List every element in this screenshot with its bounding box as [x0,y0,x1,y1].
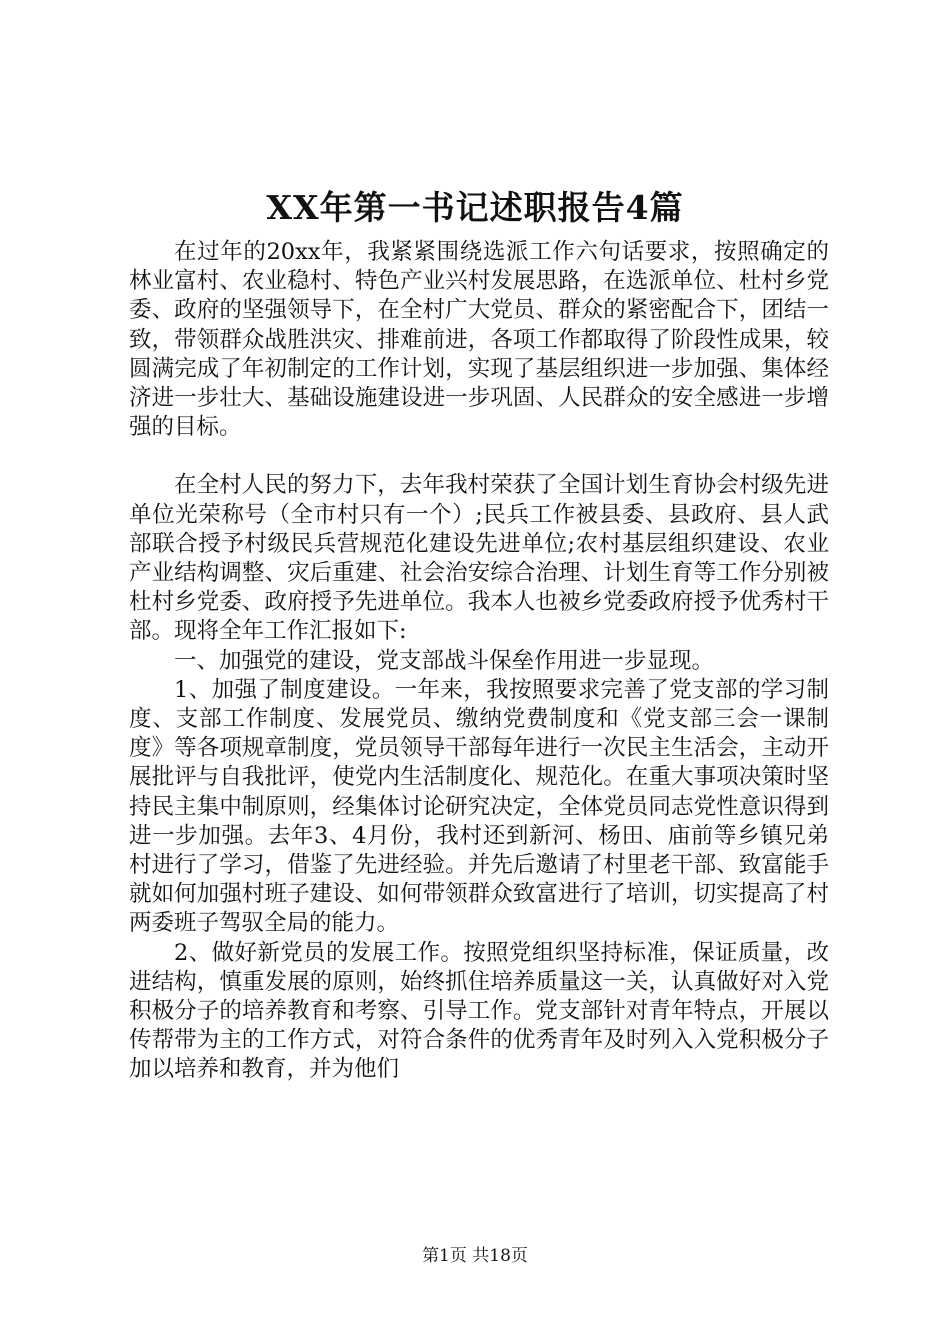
document-title: XX年第一书记述职报告4篇 [266,188,684,227]
paragraph-intro: 在过年的20xx年，我紧紧围绕选派工作六句话要求，按照确定的林业富村、农业稳村、特色产业兴村发展思路，在选派单位、杜村乡党委、政府的坚强领导下，在全村广大党员、群众的紧密配合下，团结一致，带领群众战胜洪灾、排难前进，各项工作都取得了阶段性成果，较圆满完成了年初制定的工作计划，实现了基层组织进一步加强、集体经济进一步壮大、基础设施建设进一步巩固、人民群众的安全感进一步增强的目标。 [129,239,829,441]
paragraph-system-building: 1、加强了制度建设。一年来，我按照要求完善了党支部的学习制度、支部工作制度、发展党员、缴纳党费制度和《党支部三会一课制度》等各项规章制度，党员领导干部每年进行一次民主生活会，主动开展批评与自我批评，使党内生活制度化、规范化。在重大事项决策时坚持民主集中制原则，经集体讨论研究决定，全体党员同志党性意识得到进一步加强。去年3、4月份，我村还到新河、杨田、庙前等乡镇兄弟村进行了学习，借鉴了先进经验。并先后邀请了村里老干部、致富能手就如何加强村班子建设、如何带领群众致富进行了培训，切实提高了村两委班子驾驭全局的能力。 [129,676,829,937]
paragraph-honors: 在全村人民的努力下，去年我村荣获了全国计划生育协会村级先进单位光荣称号（全市村只有一个）;民兵工作被县委、县政府、县人武部联合授予村级民兵营规范化建设先进单位;农村基层组织建设、农业产业结构调整、灾后重建、社会治安综合治理、计划生育等工作分别被杜村乡党委、政府授予先进单位。我本人也被乡党委政府授予优秀村干部。现将全年工作汇报如下: [129,472,829,645]
paragraph-member-development: 2、做好新党员的发展工作。按照党组织坚持标准，保证质量，改进结构，慎重发展的原则，始终抓住培养质量这一关，认真做好对入党积极分子的培养教育和考察、引导工作。党支部针对青年特点，开展以传帮带为主的工作方式，对符合条件的优秀青年及时列入入党积极分子加以培养和教育，并为他们 [129,939,829,1083]
document-body [129,238,829,1085]
page-number-footer: 第1页 共18页 [422,1246,528,1266]
section-heading-party-building: 一、加强党的建设，党支部战斗保垒作用进一步显现。 [174,647,715,674]
